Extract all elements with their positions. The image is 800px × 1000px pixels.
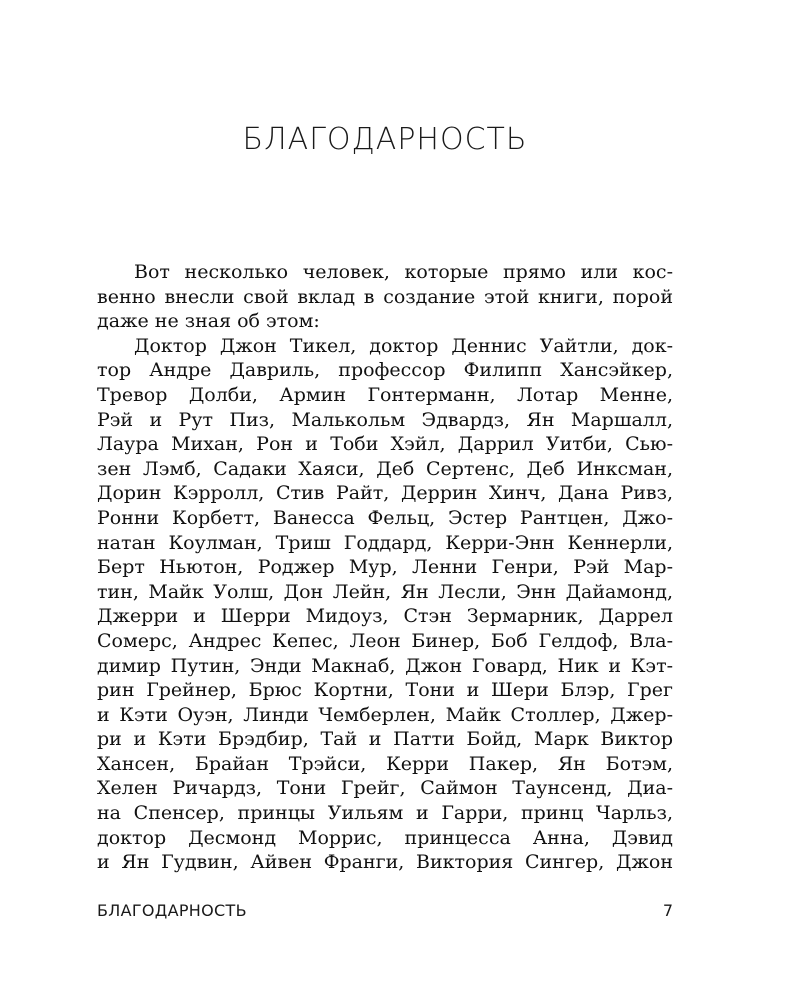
text-line: рин Грейнер, Брюс Кортни, Тони и Шери Блэр, Грег bbox=[97, 679, 673, 702]
text-line: Дорин Кэрролл, Стив Райт, Деррин Хинч, Дана Ривз, bbox=[97, 482, 673, 505]
text-line: даже не зная об этом: bbox=[97, 310, 320, 333]
text-line: Тревор Долби, Армин Гонтерманн, Лотар Менне, bbox=[97, 383, 673, 406]
text-line: на Спенсер, принцы Уильям и Гарри, принц Чарльз, bbox=[97, 802, 673, 825]
chapter-title: БЛАГОДАРНОСТЬ bbox=[242, 122, 528, 157]
text-line: Рэй и Рут Пиз, Малькольм Эдвардз, Ян Маршалл, bbox=[97, 408, 673, 431]
text-line: Ронни Корбетт, Ванесса Фельц, Эстер Рантцен, Джо- bbox=[97, 506, 673, 529]
text-line: натан Коулман, Триш Годдард, Керри-Энн Кеннерли, bbox=[97, 531, 673, 554]
text-line: Лаура Михан, Рон и Тоби Хэйл, Даррил Уитби, Сью- bbox=[97, 433, 673, 456]
text-line: Доктор Джон Тикел, доктор Деннис Уайтли, док- bbox=[134, 334, 673, 357]
text-line: Берт Ньютон, Роджер Мур, Ленни Генри, Рэй Мар- bbox=[97, 556, 673, 579]
text-line: тор Андре Давриль, профессор Филипп Хансэйкер, bbox=[97, 359, 673, 382]
body-text bbox=[97, 260, 673, 875]
text-line: Джерри и Шерри Мидоуз, Стэн Зермарник, Даррел bbox=[97, 605, 673, 628]
text-line: Сомерс, Андрес Кепес, Леон Бинер, Боб Гелдоф, Вла- bbox=[97, 629, 673, 652]
text-line: ри и Кэти Брэдбир, Тай и Патти Бойд, Марк Виктор bbox=[97, 728, 673, 751]
text-line: Хансен, Брайан Трэйси, Керри Пакер, Ян Ботэм, bbox=[97, 752, 673, 775]
text-line: димир Путин, Энди Макнаб, Джон Говард, Ник и Кэт- bbox=[97, 654, 673, 677]
text-line: доктор Десмонд Моррис, принцесса Анна, Дэвид bbox=[97, 826, 673, 849]
text-line: венно внесли свой вклад в создание этой книги, порой bbox=[97, 285, 673, 308]
text-line: и Ян Гудвин, Айвен Франги, Виктория Сингер, Джон bbox=[97, 851, 673, 874]
text-line: тин, Майк Уолш, Дон Лейн, Ян Лесли, Энн Дайамонд, bbox=[97, 580, 673, 603]
running-head: БЛАГОДАРНОСТЬ bbox=[97, 901, 247, 920]
text-line: зен Лэмб, Садаки Хаяси, Деб Сертенс, Деб Инксман, bbox=[97, 457, 673, 480]
text-line: и Кэти Оуэн, Линди Чемберлен, Майк Столлер, Джер- bbox=[97, 703, 673, 726]
page-number: 7 bbox=[662, 901, 673, 920]
text-line: Вот несколько человек, которые прямо или кос- bbox=[134, 261, 673, 283]
text-line: Хелен Ричардз, Тони Грейг, Саймон Таунсенд, Диа- bbox=[97, 777, 673, 800]
